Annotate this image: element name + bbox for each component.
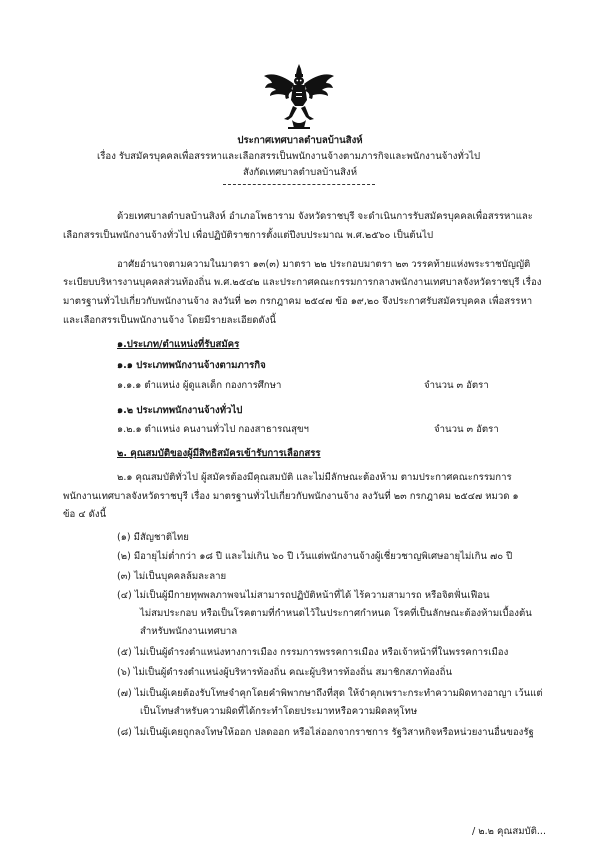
subject-line-1: เรื่อง รับสมัครบุคคลเพื่อสรรหาและเลือกสรรเป็นพนักงานจ้างตามภารกิจและพนักงานจ้างทั่วไป xyxy=(97,151,481,162)
list-item: (๕) ไม่เป็นผู้ดำรงตำแหน่งทางการเมือง กรรมการพรรคการเมือง หรือเจ้าหน้าที่ในพรรคการเมือง xyxy=(117,647,509,658)
section1-sub2-title: ๑.๒ ประเภทพนักงานจ้างทั่วไป xyxy=(117,405,243,416)
section1-sub1-count: จำนวน ๓ อัตรา xyxy=(424,380,489,391)
list-item-continuation: ไม่สมประกอบ หรือเป็นโรคตามที่กำหนดไว้ในประกาศกำหนด โรคที่เป็นลักษณะต้องห้ามเบื้องต้น xyxy=(140,608,532,619)
continuation-note: / ๒.๒ คุณสมบัติ... xyxy=(472,826,546,837)
intro-p2-line1: อาศัยอำนาจตามความในมาตรา ๑๓(๓) มาตรา ๒๒ ประกอบมาตรา ๒๓ วรรคท้ายแห่งพระราชบัญญัติ xyxy=(117,259,531,270)
intro-p2-line3: มาตรฐานทั่วไปเกี่ยวกับพนักงานจ้าง ลงวันที่ ๒๓ กรกฎาคม ๒๕๔๗ ข้อ ๑๙,๒๐ จึงประกาศรับสมัครบุคคล เพื่อสรรหา xyxy=(63,296,533,307)
announcement-title: ประกาศเทศบาลตำบลบ้านสิงห์ xyxy=(237,135,363,146)
list-item-continuation: เป็นโทษสำหรับความผิดที่ได้กระทำโดยประมาทหรือความผิดลหุโทษ xyxy=(140,706,418,717)
qualification-line-2: พนักงานเทศบาลจังหวัดราชบุรี เรื่อง มาตรฐานทั่วไปเกี่ยวกับพนักงานจ้าง ลงวันที่ ๒๓ กรกฎาคม ๒๕๔๗ หมวด ๑ xyxy=(63,491,519,502)
section2-heading: ๒. คุณสมบัติของผู้มีสิทธิสมัครเข้ารับการเลือกสรร xyxy=(117,448,321,459)
list-item: (๓) ไม่เป็นบุคคลล้มละลาย xyxy=(117,571,227,582)
header-separator xyxy=(223,184,375,185)
list-item: (๒) มีอายุไม่ต่ำกว่า ๑๘ ปี และไม่เกิน ๖๐ ปี เว้นแต่พนักงานจ้างผู้เชี่ยวชาญพิเศษอายุไม่เกิน ๗๐ ปี xyxy=(117,551,513,562)
section1-sub1-title: ๑.๑ ประเภทพนักงานจ้างตามภารกิจ xyxy=(117,360,266,371)
section1-sub1-item: ๑.๑.๑ ตำแหน่ง ผู้ดูแลเด็ก กองการศึกษา xyxy=(117,380,282,391)
garuda-emblem xyxy=(262,62,336,130)
intro-p1-line1: ด้วยเทศบาลตำบลบ้านสิงห์ อำเภอโพธาราม จังหวัดราชบุรี จะดำเนินการรับสมัครบุคคลเพื่อสรรหาและ xyxy=(117,211,533,222)
qualification-line-1: ๒.๑ คุณสมบัติทั่วไป ผู้สมัครต้องมีคุณสมบัติ และไม่มีลักษณะต้องห้าม ตามประกาศคณะกรรมการ xyxy=(117,472,512,483)
list-item: (๖) ไม่เป็นผู้ดำรงตำแหน่งผู้บริหารท้องถิ่น คณะผู้บริหารท้องถิ่น สมาชิกสภาท้องถิ่น xyxy=(117,667,453,678)
list-item: (๘) ไม่เป็นผู้เคยถูกลงโทษให้ออก ปลดออก หรือไล่ออกจากราชการ รัฐวิสาหกิจหรือหน่วยงานอื่นของรัฐ xyxy=(117,727,534,738)
subject-line-2: สังกัดเทศบาลตำบลบ้านสิงห์ xyxy=(242,167,358,178)
intro-p1-line2: เลือกสรรเป็นพนักงานจ้างทั่วไป เพื่อปฏิบัติราชการตั้งแต่ปีงบประมาณ พ.ศ.๒๕๖๐ เป็นต้นไป xyxy=(63,230,434,241)
intro-p2-line4: และเลือกสรรเป็นพนักงานจ้าง โดยมีรายละเอียดดังนี้ xyxy=(63,315,276,326)
list-item: (๔) ไม่เป็นผู้มีกายทุพพลภาพจนไม่สามารถปฏิบัติหน้าที่ได้ ไร้ความสามารถ หรือจิตฟั่นเฟือน xyxy=(117,590,490,601)
list-item: (๑) มีสัญชาติไทย xyxy=(117,532,189,543)
intro-p2-line2: ระเบียบบริหารงานบุคคลส่วนท้องถิ่น พ.ศ.๒๕๔๒ และประกาศคณะกรรมการกลางพนักงานเทศบาลจังหวัดราชบุรี เรื่อง xyxy=(63,277,542,288)
list-item: (๗) ไม่เป็นผู้เคยต้องรับโทษจำคุกโดยคำพิพากษาถึงที่สุด ให้จำคุกเพราะกระทำความผิดทางอาญา เว้นแต่ xyxy=(117,688,543,699)
section1-sub2-item: ๑.๒.๑ ตำแหน่ง คนงานทั่วไป กองสาธารณสุขฯ xyxy=(117,424,309,435)
section1-heading: ๑.ประเภท/ตำแหน่งที่รับสมัคร xyxy=(117,339,240,350)
section1-sub2-count: จำนวน ๓ อัตรา xyxy=(434,424,499,435)
qualification-line-3: ข้อ ๔ ดังนี้ xyxy=(63,509,107,520)
list-item-continuation: สำหรับพนักงานเทศบาล xyxy=(140,626,238,637)
